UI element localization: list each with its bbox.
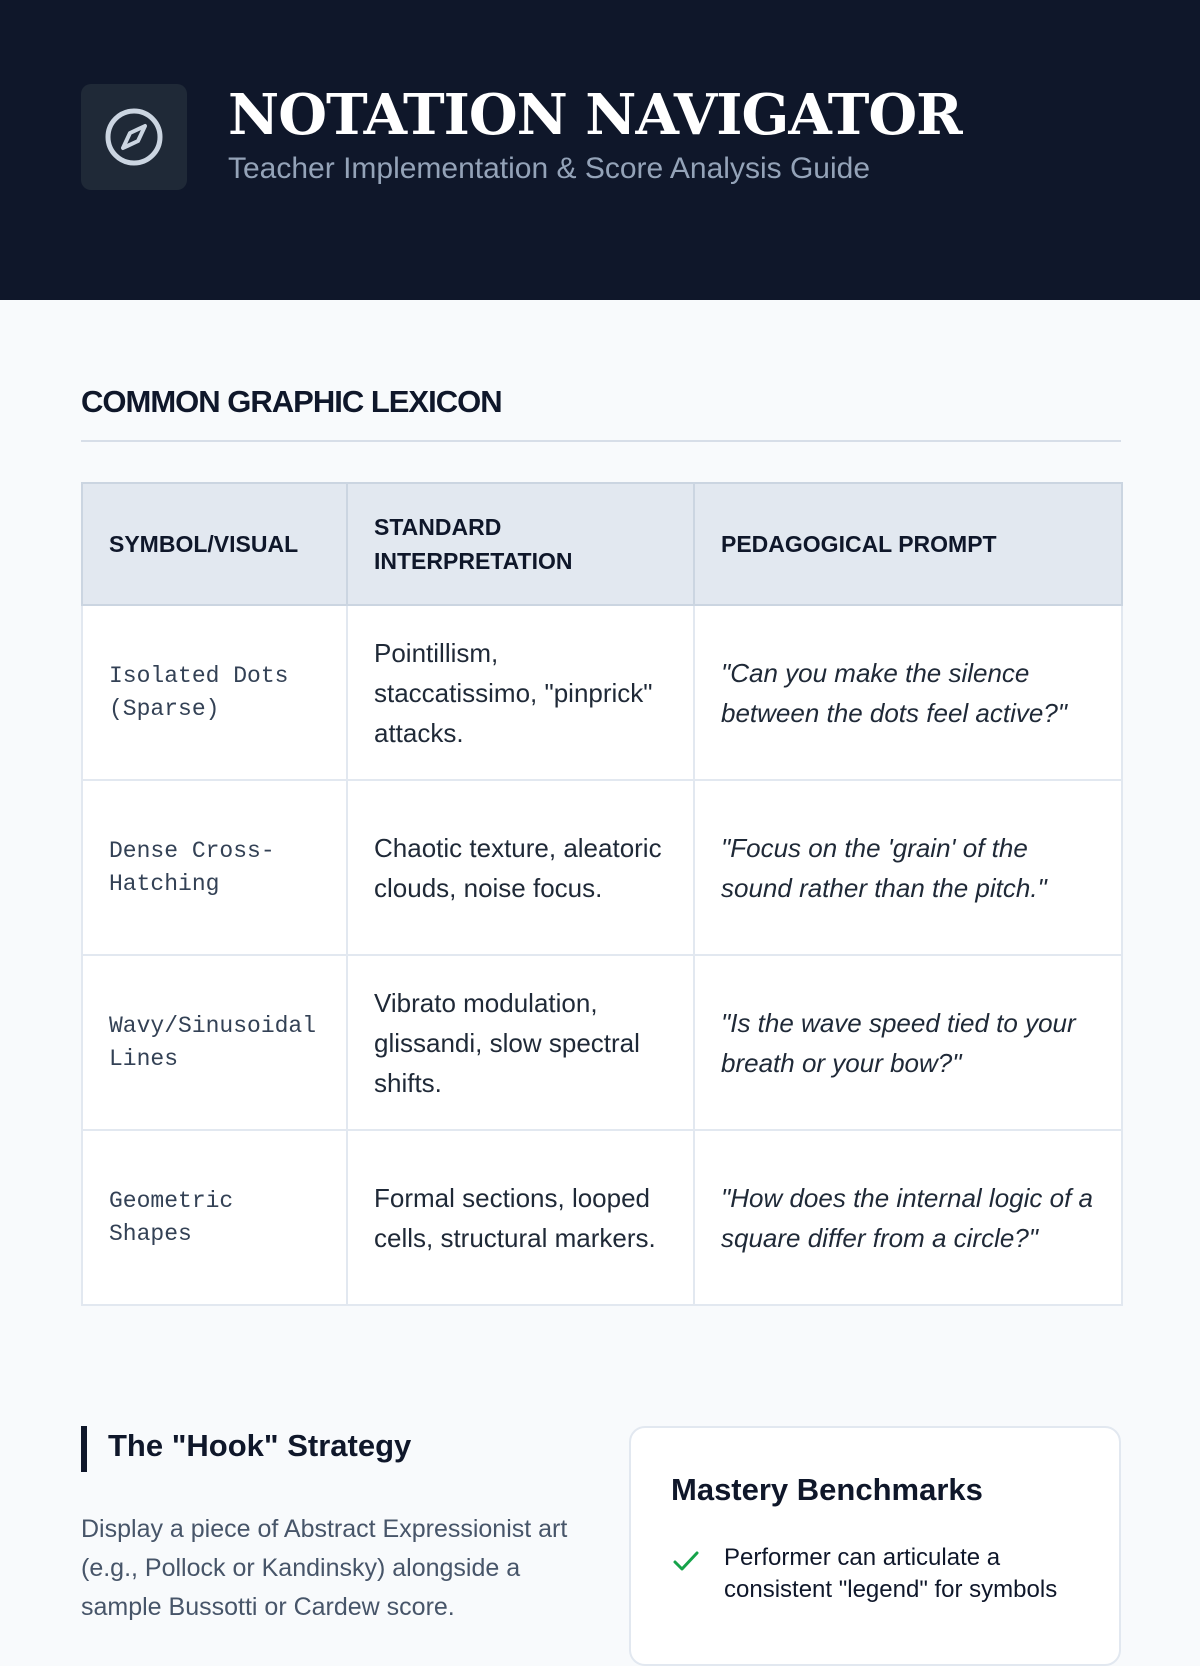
symbol-cell: Geometric Shapes <box>82 1130 347 1305</box>
mastery-title: Mastery Benchmarks <box>671 1472 983 1507</box>
section-divider <box>81 440 1121 442</box>
check-icon <box>671 1546 701 1576</box>
lexicon-table <box>81 482 1123 1306</box>
hook-strategy-title: The "Hook" Strategy <box>108 1428 412 1463</box>
page-header <box>0 0 1200 300</box>
table-row <box>82 780 1122 955</box>
table-row <box>82 605 1122 780</box>
mastery-benchmarks-card <box>629 1426 1121 1666</box>
symbol-cell: Wavy/Sinusoidal Lines <box>82 955 347 1130</box>
column-header-interpretation: STANDARD INTERPRETATION <box>347 483 694 605</box>
interpretation-cell: Chaotic texture, aleatoric clouds, noise focus. <box>347 780 694 955</box>
interpretation-cell: Vibrato modulation, glissandi, slow spectral shifts. <box>347 955 694 1130</box>
lexicon-section-title: COMMON GRAPHIC LEXICON <box>81 384 502 419</box>
prompt-cell: "Is the wave speed tied to your breath or your bow?" <box>694 955 1122 1130</box>
prompt-cell: "Can you make the silence between the dots feel active?" <box>694 605 1122 780</box>
symbol-cell: Dense Cross-Hatching <box>82 780 347 955</box>
hook-accent-bar <box>81 1426 87 1472</box>
page-title: NOTATION NAVIGATOR <box>228 82 962 148</box>
interpretation-cell: Pointillism, staccatissimo, "pinprick" attacks. <box>347 605 694 780</box>
table-row <box>82 955 1122 1130</box>
interpretation-cell: Formal sections, looped cells, structural markers. <box>347 1130 694 1305</box>
page-subtitle: Teacher Implementation & Score Analysis Guide <box>228 152 870 185</box>
logo-badge <box>81 84 187 190</box>
benchmark-text: Performer can articulate a consistent "legend" for symbols <box>724 1544 1058 1603</box>
symbol-cell: Isolated Dots (Sparse) <box>82 605 347 780</box>
column-header-symbol: SYMBOL/VISUAL <box>82 483 347 605</box>
hook-strategy-text: Display a piece of Abstract Expressionist art (e.g., Pollock or Kandinsky) alongside a sample Bussotti or Cardew score. <box>81 1515 568 1621</box>
prompt-cell: "Focus on the 'grain' of the sound rather than the pitch." <box>694 780 1122 955</box>
prompt-cell: "How does the internal logic of a square differ from a circle?" <box>694 1130 1122 1305</box>
column-header-prompt: PEDAGOGICAL PROMPT <box>694 483 1122 605</box>
compass-icon <box>103 106 165 168</box>
table-header-row <box>82 483 1122 605</box>
table-row <box>82 1130 1122 1305</box>
